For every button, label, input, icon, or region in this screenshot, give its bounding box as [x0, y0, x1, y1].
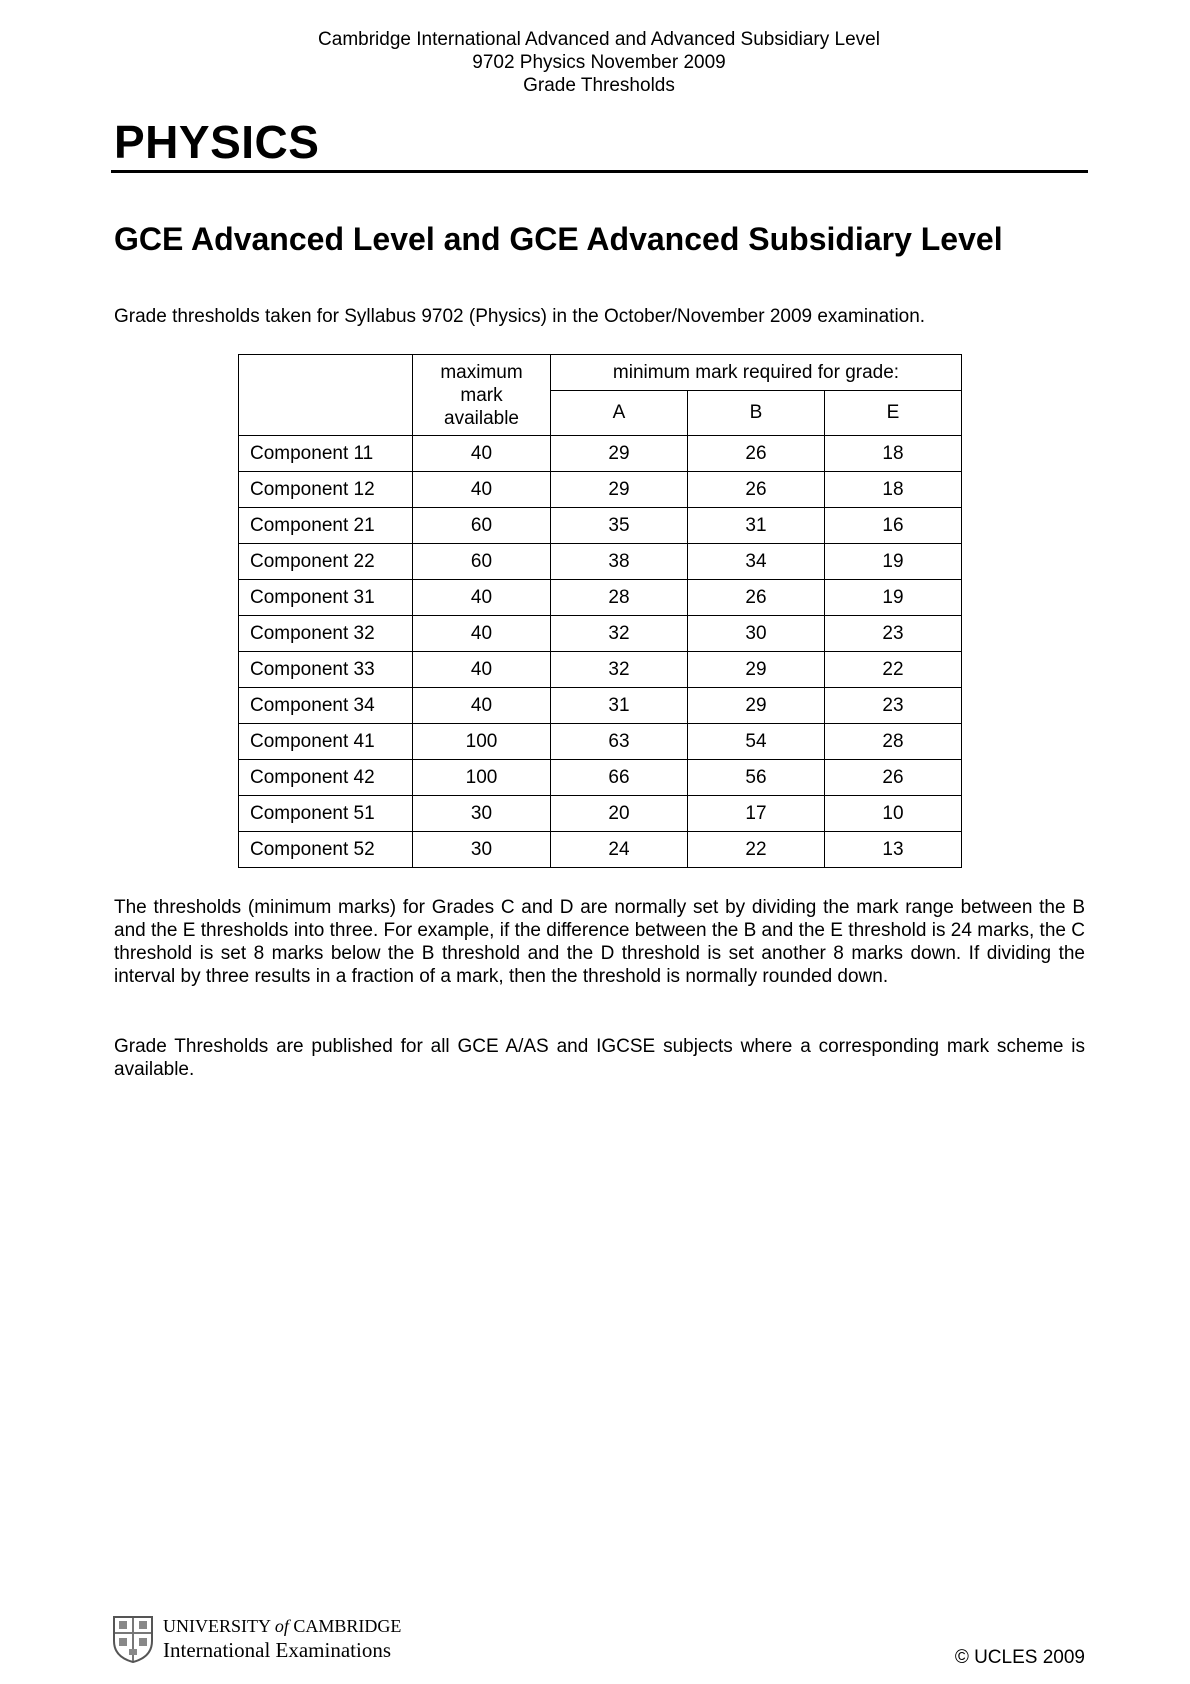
- component-name-cell: Component 21: [239, 508, 413, 544]
- logo-exam-board: International Examinations: [163, 1638, 392, 1662]
- component-name-cell: Component 42: [239, 760, 413, 796]
- grade-e-cell: 22: [825, 652, 962, 688]
- component-name-cell: Component 22: [239, 544, 413, 580]
- copyright-notice: © UCLES 2009: [954, 1647, 1085, 1668]
- grade-b-cell: 29: [688, 652, 825, 688]
- table-row: [239, 832, 962, 868]
- grade-b-cell: 22: [688, 832, 825, 868]
- grade-e-cell: 10: [825, 796, 962, 832]
- grade-a-cell: 31: [551, 688, 688, 724]
- grade-a-cell: 63: [551, 724, 688, 760]
- grade-a-cell: 24: [551, 832, 688, 868]
- max-mark-cell: 100: [413, 760, 551, 796]
- grade-b-cell: 26: [688, 580, 825, 616]
- header-grade-a: A: [551, 391, 688, 436]
- grade-a-cell: 29: [551, 472, 688, 508]
- table-row: [239, 724, 962, 760]
- page-subtitle: GCE Advanced Level and GCE Advanced Subsidiary Level: [114, 221, 1003, 257]
- table-row: [239, 796, 962, 832]
- header-line-syllabus: 9702 Physics November 2009: [472, 52, 726, 73]
- title-divider: [111, 170, 1088, 173]
- header-max-mark-line3: available: [444, 407, 519, 429]
- grade-e-cell: 23: [825, 616, 962, 652]
- grade-a-cell: 38: [551, 544, 688, 580]
- grade-e-cell: 18: [825, 436, 962, 472]
- grade-a-cell: 66: [551, 760, 688, 796]
- grade-b-cell: 54: [688, 724, 825, 760]
- header-blank-cell: [239, 355, 413, 436]
- header-max-mark-line2: mark: [460, 384, 503, 406]
- max-mark-cell: 60: [413, 544, 551, 580]
- header-max-mark: [413, 355, 551, 436]
- max-mark-cell: 30: [413, 796, 551, 832]
- component-name-cell: Component 11: [239, 436, 413, 472]
- header-max-mark-line1: maximum: [440, 361, 523, 383]
- grade-b-cell: 31: [688, 508, 825, 544]
- table-row: [239, 616, 962, 652]
- max-mark-cell: 60: [413, 508, 551, 544]
- grade-e-cell: 23: [825, 688, 962, 724]
- grade-e-cell: 13: [825, 832, 962, 868]
- component-name-cell: Component 41: [239, 724, 413, 760]
- page-title: PHYSICS: [114, 116, 320, 168]
- intro-text: Grade thresholds taken for Syllabus 9702 (Physics) in the October/November 2009 examination.: [114, 306, 926, 327]
- grade-e-cell: 26: [825, 760, 962, 796]
- grade-b-cell: 29: [688, 688, 825, 724]
- table-row: [239, 436, 962, 472]
- logo-word-cambridge: CAMBRIDGE: [288, 1616, 402, 1636]
- grade-e-cell: 16: [825, 508, 962, 544]
- grade-b-cell: 26: [688, 472, 825, 508]
- component-name-cell: Component 51: [239, 796, 413, 832]
- document-header: [0, 28, 1190, 97]
- grade-e-cell: 18: [825, 472, 962, 508]
- header-min-mark: minimum mark required for grade:: [551, 355, 962, 391]
- component-name-cell: Component 52: [239, 832, 413, 868]
- component-name-cell: Component 12: [239, 472, 413, 508]
- max-mark-cell: 40: [413, 652, 551, 688]
- header-line-doc-type: Grade Thresholds: [523, 75, 675, 96]
- table-row: [239, 652, 962, 688]
- grade-b-cell: 34: [688, 544, 825, 580]
- logo-word-of: of: [274, 1616, 289, 1636]
- table-row: [239, 760, 962, 796]
- grade-b-cell: 26: [688, 436, 825, 472]
- grade-b-cell: 30: [688, 616, 825, 652]
- max-mark-cell: 40: [413, 580, 551, 616]
- table-row: [239, 580, 962, 616]
- max-mark-cell: 40: [413, 616, 551, 652]
- max-mark-cell: 40: [413, 688, 551, 724]
- component-name-cell: Component 34: [239, 688, 413, 724]
- cambridge-logo: [112, 1615, 412, 1663]
- max-mark-cell: 100: [413, 724, 551, 760]
- header-grade-b: B: [688, 391, 825, 436]
- header-line-exam-board: Cambridge International Advanced and Advanced Subsidiary Level: [318, 29, 880, 50]
- publication-note: Grade Thresholds are published for all GCE A/AS and IGCSE subjects where a corresponding mark scheme is available.: [114, 1036, 1085, 1080]
- grade-e-cell: 28: [825, 724, 962, 760]
- thresholds-explanation: The thresholds (minimum marks) for Grades C and D are normally set by dividing the mark range between the B and the E thresholds into three. For example, if the difference between the B and the E threshold is 24 marks, the C threshold is set 8 marks below the B threshold and the D threshold is set another 8 marks down. If dividing the interval by three results in a fraction of a mark, then the threshold is normally rounded down.: [114, 897, 1085, 987]
- max-mark-cell: 40: [413, 472, 551, 508]
- table-row: [239, 472, 962, 508]
- logo-word-university: UNIVERSITY: [163, 1616, 275, 1636]
- grade-b-cell: 56: [688, 760, 825, 796]
- crest-icon: [112, 1615, 154, 1663]
- logo-university-name: [163, 1615, 401, 1637]
- grade-a-cell: 20: [551, 796, 688, 832]
- max-mark-cell: 40: [413, 436, 551, 472]
- grade-threshold-table: [238, 354, 962, 868]
- grade-e-cell: 19: [825, 544, 962, 580]
- table-row: [239, 544, 962, 580]
- component-name-cell: Component 33: [239, 652, 413, 688]
- component-name-cell: Component 32: [239, 616, 413, 652]
- grade-e-cell: 19: [825, 580, 962, 616]
- grade-b-cell: 17: [688, 796, 825, 832]
- grade-a-cell: 28: [551, 580, 688, 616]
- header-grade-e: E: [825, 391, 962, 436]
- grade-a-cell: 29: [551, 436, 688, 472]
- grade-a-cell: 32: [551, 652, 688, 688]
- table-header-row: [239, 355, 962, 391]
- grade-a-cell: 35: [551, 508, 688, 544]
- grade-a-cell: 32: [551, 616, 688, 652]
- max-mark-cell: 30: [413, 832, 551, 868]
- table-row: [239, 688, 962, 724]
- table-row: [239, 508, 962, 544]
- component-name-cell: Component 31: [239, 580, 413, 616]
